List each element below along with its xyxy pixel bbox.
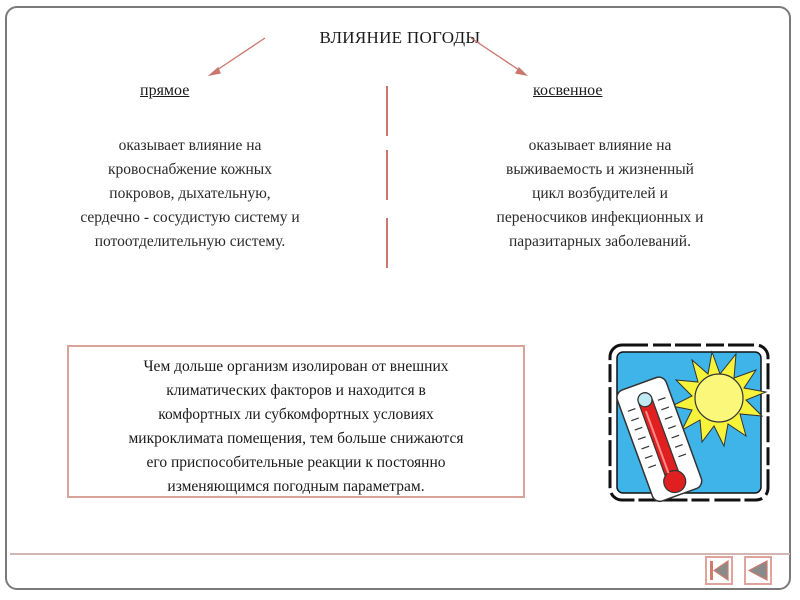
text-line: изменяющимся погодным параметрам. [167,478,425,495]
text-line: потоотделительную систему. [94,233,286,250]
right-column-text [430,134,770,254]
right-heading-indirect: косвенное [533,82,603,99]
thermometer-sun-icon [606,340,772,505]
slide-title: ВЛИЯНИЕ ПОГОДЫ [319,28,481,47]
branch-arrows [0,0,800,120]
first-slide-button[interactable] [705,556,733,585]
text-line: оказывает влияние на [118,137,262,154]
text-line: комфортных ли субкомфортных условиях [158,406,434,423]
text-line: переносчиков инфекционных и [496,209,704,226]
note-box [67,345,525,498]
text-line: кровоснабжение кожных [108,161,272,178]
text-line: Чем дольше организм изолирован от внешних [143,358,449,375]
left-column-text [30,134,350,254]
text-line: сердечно - сосудистую систему и [80,209,300,226]
text-line: микроклимата помещения, тем больше снижаются [128,430,464,447]
divider-segment [386,150,388,200]
left-heading-direct: прямое [140,82,190,99]
divider-segment [386,218,388,268]
text-line: климатических факторов и находится в [166,382,426,399]
divider-segment [386,86,388,136]
text-line: паразитарных заболеваний. [509,233,691,250]
previous-slide-icon [746,558,770,583]
text-line: выживаемость и жизненный [506,161,694,178]
previous-slide-button[interactable] [744,556,772,585]
text-line: покровов, дыхательную, [109,185,271,202]
footer-divider [10,553,790,555]
text-line: его приспособительные реакции к постоянно [146,454,446,471]
text-line: цикл возбудителей и [532,185,668,202]
first-slide-icon [707,558,731,583]
text-line: оказывает влияние на [528,137,672,154]
